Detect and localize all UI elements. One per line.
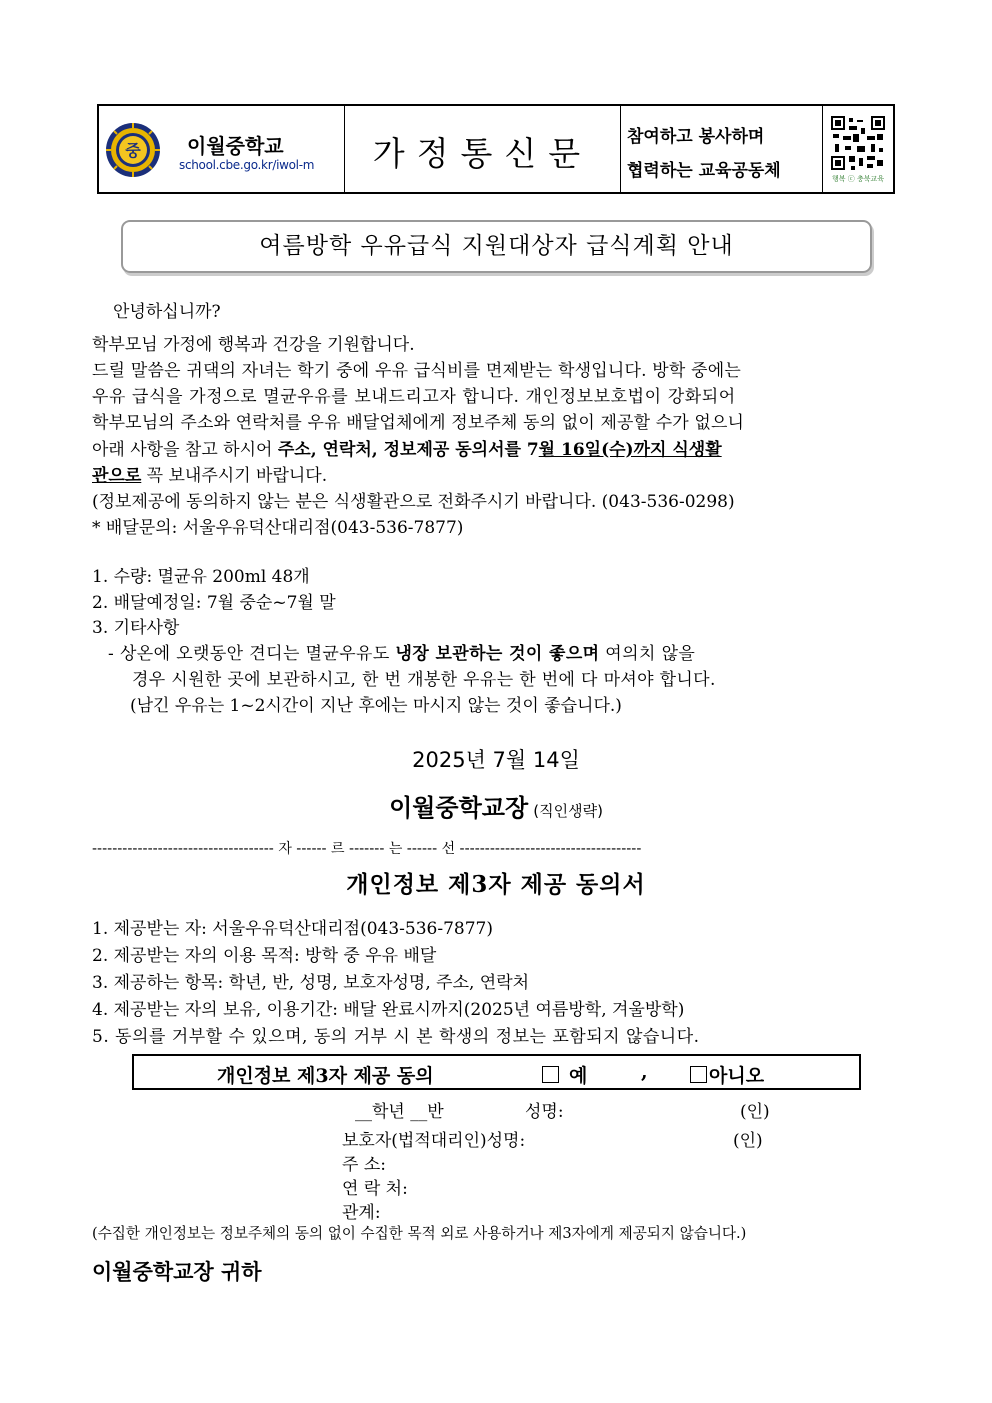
- consent-choice-box: [132, 1054, 861, 1090]
- consent-label: 개인정보 제3자 제공 동의: [217, 1065, 434, 1087]
- place-text: 관으로: [92, 466, 142, 486]
- doc-title: 가정통신문: [372, 134, 593, 173]
- guardian-seal: (인): [733, 1131, 763, 1151]
- item-other-line: (남긴 우유는 1~2시간이 지난 후에는 마시지 않는 것이 좋습니다.): [130, 696, 622, 716]
- principal-line: [0, 788, 992, 823]
- comma-separator: ,: [641, 1061, 648, 1083]
- addressee: 이월중학교장 귀하: [92, 1260, 262, 1284]
- no-checkbox[interactable]: [690, 1066, 707, 1083]
- bold-text: 주소, 연락처, 정보제공 동의서를 7: [277, 440, 539, 460]
- body-line: 학부모님 가정에 행복과 건강을 기원합니다.: [92, 335, 415, 355]
- body-line: 학부모님의 주소와 연락처를 우유 배달업체에게 정보주체 동의 없이 제공할 수가 없으니: [92, 413, 745, 433]
- school-url[interactable]: school.cbe.go.kr/iwol-m: [179, 158, 315, 172]
- motto-cell: [621, 106, 823, 192]
- consent-item: 1. 제공받는 자: 서울우유덕산대리점(043-536-7877): [92, 919, 493, 939]
- body-line: 드릴 말씀은 귀댁의 자녀는 학기 중에 우유 급식비를 면제받는 학생입니다. 방학 중에는: [92, 361, 742, 381]
- body-text: 아래 사항을 참고 하시어: [92, 440, 278, 460]
- item-delivery-date: 2. 배달예정일: 7월 중순~7월 말: [92, 593, 336, 613]
- grade-class-field[interactable]: __학년 __반: [355, 1102, 444, 1122]
- item-quantity: 1. 수량: 멸균유 200ml 48개: [92, 567, 310, 587]
- consent-title: 개인정보 제3자 제공 동의서: [346, 871, 646, 898]
- notice-title: 여름방학 우유급식 지원대상자 급식계획 안내: [121, 220, 872, 273]
- consent-item: 4. 제공받는 자의 보유, 이용기간: 배달 완료시까지(2025년 여름방학, 겨울방학): [92, 1000, 685, 1020]
- school-name: 이월중학교: [187, 134, 284, 158]
- student-name-field[interactable]: 성명:: [525, 1102, 564, 1122]
- delivery-contact: * 배달문의: 서울우유덕산대리점(043-536-7877): [92, 518, 464, 538]
- title-cell: [345, 106, 621, 192]
- consent-item: 5. 동의를 거부할 수 있으며, 동의 거부 시 본 학생의 정보는 포함되지 않습니다.: [92, 1027, 700, 1047]
- privacy-notice: (수집한 개인정보는 정보주체의 동의 없이 수집한 목적 외로 사용하거나 제3자에게 제공되지 않습니다.): [92, 1225, 747, 1242]
- contact-field[interactable]: 연 락 처:: [342, 1179, 408, 1199]
- yes-checkbox[interactable]: [542, 1066, 559, 1083]
- item-other: 3. 기타사항: [92, 618, 180, 638]
- body-text: 꼭 보내주시기 바랍니다.: [141, 466, 328, 486]
- body-line-highlight: [92, 435, 722, 460]
- consent-item: 2. 제공받는 자의 이용 목적: 방학 중 우유 배달: [92, 946, 437, 966]
- body-line: [92, 461, 327, 486]
- consent-no-option[interactable]: 아니오: [690, 1061, 764, 1088]
- motto-line-2: 협력하는 교육공동체: [627, 161, 781, 181]
- deadline-text: 월 16일(수)까지 식생활: [538, 440, 722, 460]
- bold-text: 냉장 보관하는 것이 좋으며: [395, 644, 600, 664]
- student-seal: (인): [740, 1102, 770, 1122]
- principal-name: 이월중학교장: [389, 794, 529, 822]
- cut-line: ------------------------------------ 자 ------ 르 ------- 는 ------ 선 ------------------------------------: [92, 841, 642, 857]
- qr-cell: [823, 106, 893, 192]
- school-emblem-icon: [105, 122, 161, 178]
- item-other-line: - 상온에 오랫동안 견디는 멸균우유도 냉장 보관하는 것이 좋으며 여의치 않을: [108, 644, 696, 664]
- seal-note: (직인생략): [533, 802, 603, 820]
- phone-note: (정보제공에 동의하지 않는 분은 식생활관으로 전화주시기 바랍니다. (043-536-0298): [92, 492, 735, 512]
- svg-text:중: 중: [125, 141, 141, 160]
- address-field[interactable]: 주 소:: [342, 1155, 386, 1175]
- guardian-name-field[interactable]: 보호자(법적대리인)성명:: [342, 1131, 526, 1151]
- qr-caption: 행복 ⓒ 충북교육: [831, 175, 885, 183]
- relation-field[interactable]: 관계:: [342, 1203, 381, 1223]
- consent-item: 3. 제공하는 항목: 학년, 반, 성명, 보호자성명, 주소, 연락처: [92, 973, 530, 993]
- issue-date: 2025년 7월 14일: [412, 748, 580, 772]
- item-other-line: 경우 시원한 곳에 보관하시고, 한 번 개봉한 우유는 한 번에 다 마셔야 합니다.: [132, 670, 716, 690]
- consent-yes-option[interactable]: 예: [542, 1061, 587, 1088]
- qr-code-icon[interactable]: [831, 116, 885, 170]
- letterhead: [97, 104, 895, 194]
- motto-line-1: 참여하고 봉사하며: [627, 127, 765, 147]
- greeting: 안녕하십니까?: [113, 302, 221, 322]
- body-line: 우유 급식을 가정으로 멸균우유를 보내드리고자 합니다. 개인정보보호법이 강화되어: [92, 387, 736, 407]
- school-cell: [99, 106, 345, 192]
